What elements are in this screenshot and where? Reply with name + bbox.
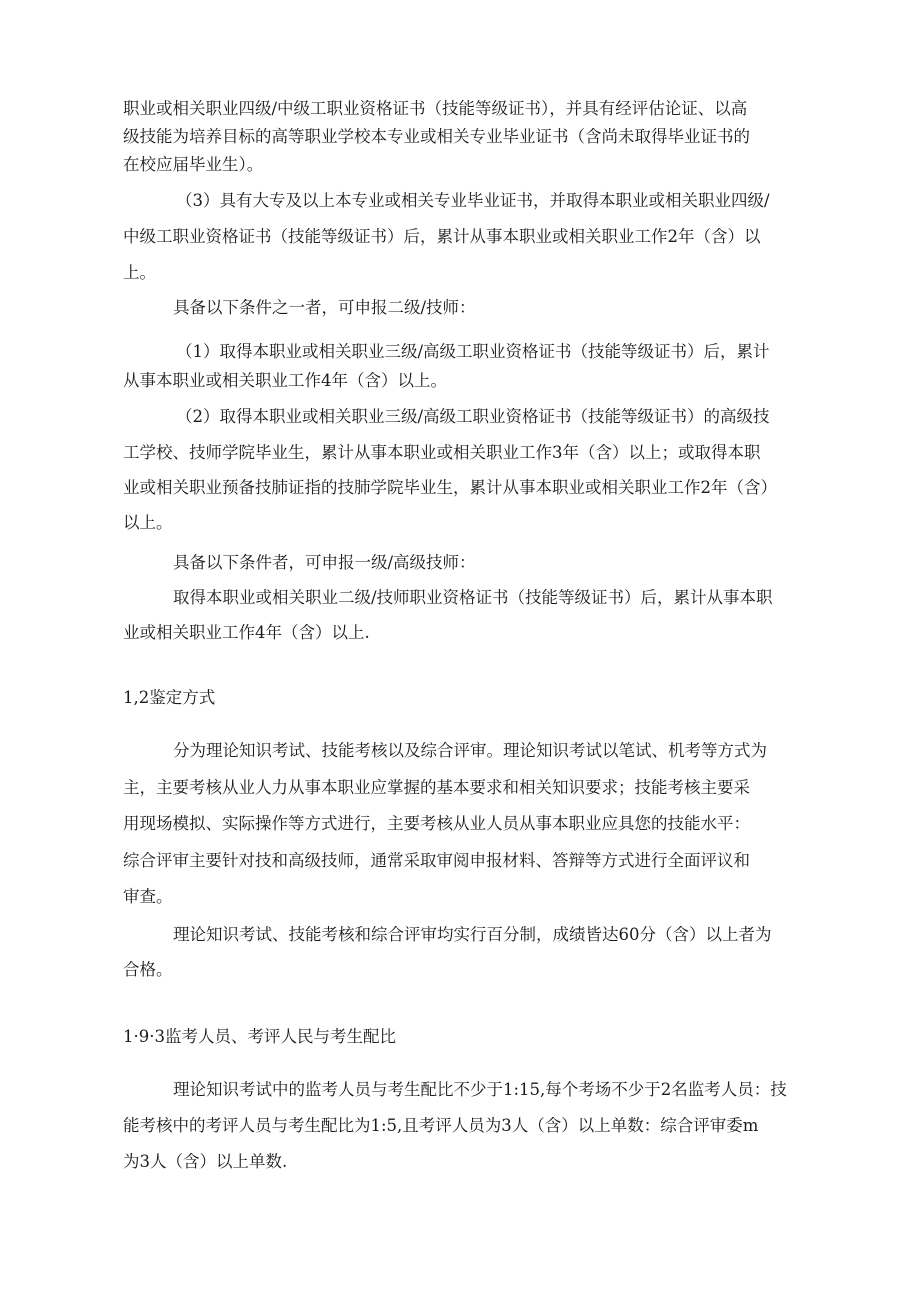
- paragraph-line: 合格。: [123, 960, 173, 979]
- paragraph-line: 审查。: [123, 887, 173, 906]
- paragraph-line: 取得本职业或相关职业二级/技师职业资格证书（技能等级证书）后，累计从事本职: [173, 588, 773, 607]
- paragraph-line: 在校应届毕业生）。: [123, 155, 264, 174]
- paragraph-line: 用现场模拟、实际操作等方式进行，主要考核从业人员从事本职业应具您的技能水平：: [123, 814, 750, 833]
- paragraph-line: （3）具有大专及以上本专业或相关专业毕业证书，并取得本职业或相关职业四级/: [176, 191, 770, 210]
- paragraph-line: 主，主要考核从业人力从事本职业应掌握的基本要求和相关知识要求；技能考核主要采: [123, 778, 750, 797]
- paragraph-line: （1）取得本职业或相关职业三级/高级工职业资格证书（技能等级证书）后，累计: [176, 342, 770, 361]
- paragraph-line: 分为理论知识考试、技能考核以及综合评审。理论知识考试以笔试、机考等方式为: [173, 741, 767, 760]
- paragraph-line: 工学校、技师学院毕业生，累计从事本职业或相关职业工作3年（含）以上；或取得本职: [123, 443, 761, 462]
- section-heading: 1·9·3监考人员、考评人民与考生配比: [123, 1027, 396, 1046]
- paragraph-line: 以上。: [123, 513, 173, 532]
- paragraph-line: 业或相关职业工作4年（含）以上.: [123, 623, 370, 642]
- paragraph-line: 具备以下条件之一者，可申报二级/技师：: [173, 298, 476, 317]
- paragraph-line: 综合评审主要针对技和高级技师，通常采取审阅申报材料、答辩等方式进行全面评议和: [123, 851, 750, 870]
- section-heading: 1,2鉴定方式: [123, 688, 216, 707]
- paragraph-line: 中级工职业资格证书（技能等级证书）后，累计从事本职业或相关职业工作2年（含）以: [123, 227, 761, 246]
- paragraph-line: 业或相关职业预备技肺证指的技肺学院毕业生，累计从事本职业或相关职业工作2年（含）: [123, 478, 777, 497]
- paragraph-line: 职业或相关职业四级/中级工职业资格证书（技能等级证书），并具有经评估论证、以高: [123, 99, 748, 118]
- paragraph-line: 能考核中的考评人员与考生配比为1:5,且考评人员为3人（含）以上单数：综合评审委m: [123, 1116, 759, 1135]
- paragraph-line: 级技能为培养目标的高等职业学校本专业或相关专业毕业证书（含尚未取得毕业证书的: [123, 127, 750, 146]
- paragraph-line: 为3人（含）以上单数.: [123, 1152, 288, 1171]
- paragraph-line: （2）取得本职业或相关职业三级/高级工职业资格证书（技能等级证书）的高级技: [176, 407, 770, 426]
- paragraph-line: 上。: [123, 263, 156, 282]
- paragraph-line: 具备以下条件者，可申报一级/高级技师：: [173, 553, 476, 572]
- paragraph-line: 从事本职业或相关职业工作4年（含）以上。: [123, 371, 447, 390]
- paragraph-line: 理论知识考试中的监考人员与考生配比不少于1:15,每个考场不少于2名监考人员：技: [173, 1080, 787, 1099]
- paragraph-line: 理论知识考试、技能考核和综合评审均实行百分制，成绩皆达60分（含）以上者为: [173, 925, 772, 944]
